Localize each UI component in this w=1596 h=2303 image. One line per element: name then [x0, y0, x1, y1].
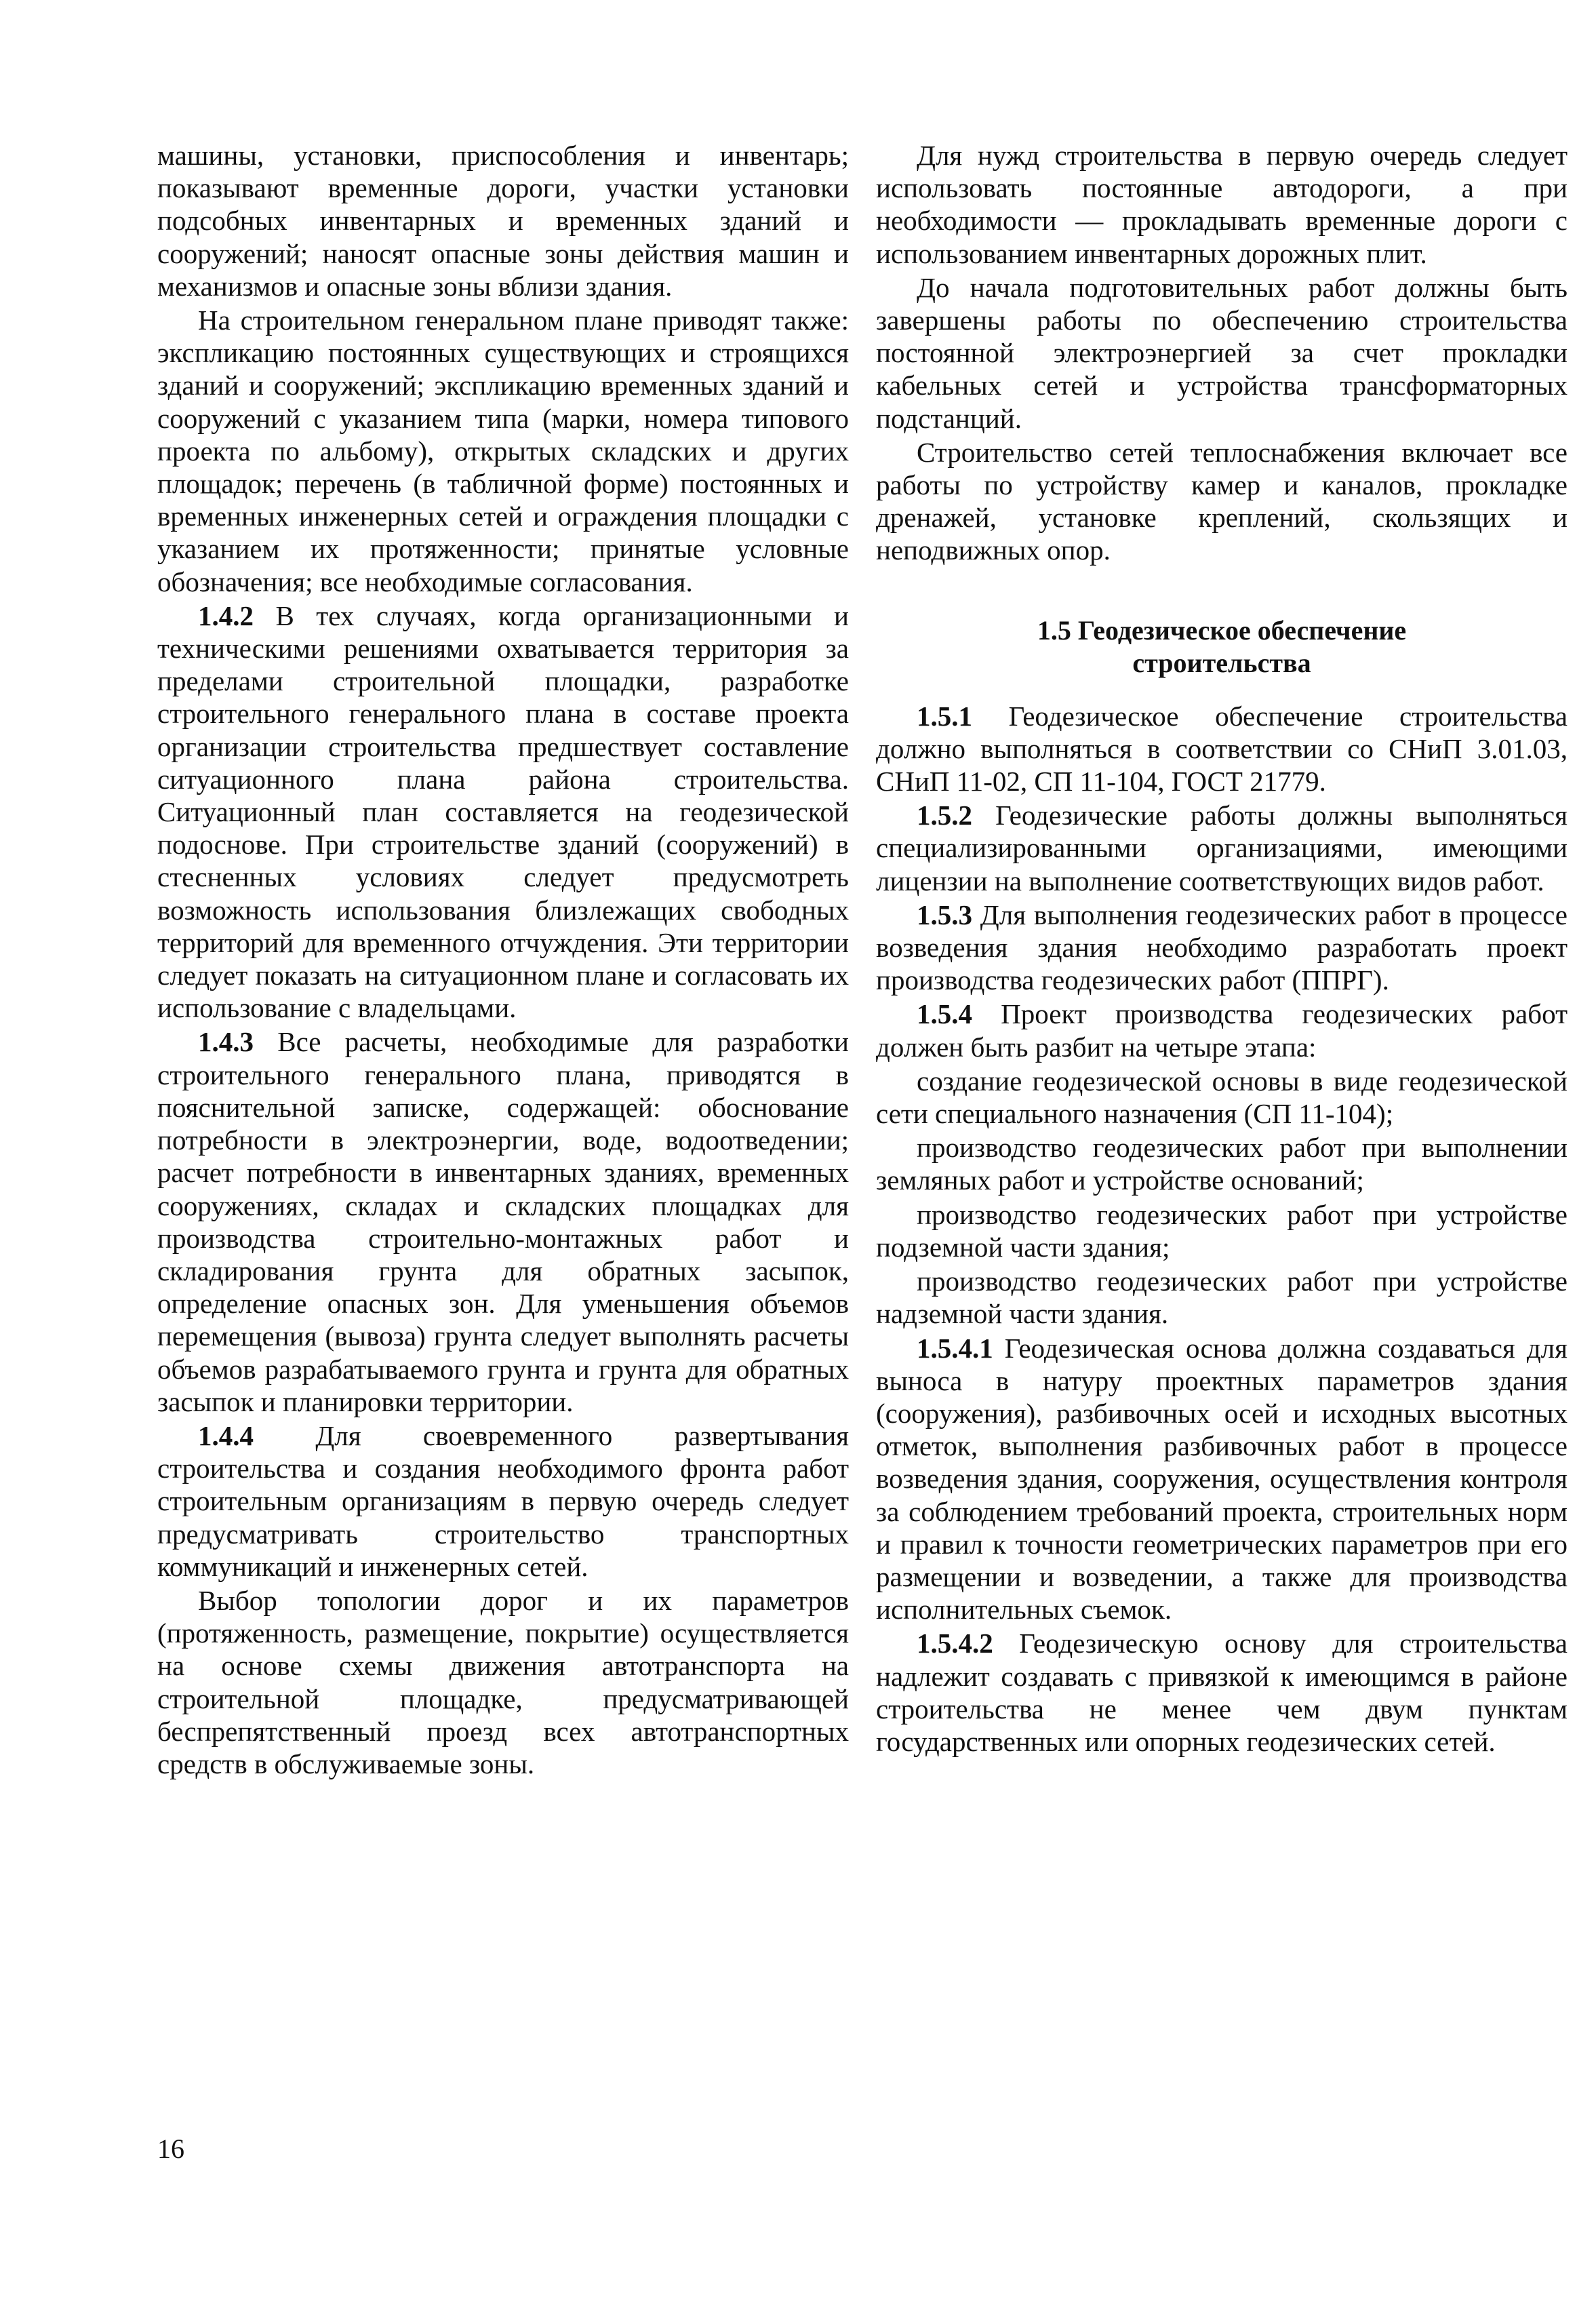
clause-1-4-2 — [157, 599, 849, 1025]
paragraph-text: Геодезическая основа должна создаваться для выноса в натуру проектных параметров здания (сооружения), разбивочных осей и исходных высотных отметок, выполнения разбивочных работ в процессе возведения здания, сооружения, осуществления контроля за соблюдением требований проекта, строительных норм и правил к точности геометрических параметров при его размещении и возведении, а также для производства исполнительных съемок. — [876, 1332, 1568, 1626]
paragraph-text: производство геодезических работ при устройстве надземной части здания. — [876, 1265, 1568, 1330]
paragraph-text: На строительном генеральном плане приводят также: экспликацию постоянных существующих и строящихся зданий и сооружений; экспликацию временных зданий и сооружений с указанием типа (марки, номера типового проекта по альбому), открытых складских и других площадок; перечень (в табличной форме) постоянных и временных инженерных сетей и ограждения площадки с указанием их протяженности; принятые условные обозначения; все необходимые согласования. — [157, 304, 849, 597]
paragraph-text: До начала подготовительных работ должны быть завершены работы по обеспечению строительства постоянной электроэнергией за счет прокладки кабельных сетей и устройства трансформаторных подстанций. — [876, 271, 1568, 434]
clause-1-5-4-1 — [876, 1332, 1568, 1626]
clause-number: 1.4.3 — [198, 1026, 254, 1058]
clause-number: 1.5.3 — [917, 899, 972, 930]
paragraph-text: Для выполнения геодезических работ в процессе возведения здания необходимо разработать проект производства геодезических работ (ППРГ). — [876, 899, 1568, 996]
paragraph — [876, 139, 1568, 270]
paragraph — [876, 436, 1568, 567]
left-column — [157, 139, 849, 1782]
section-heading-line: 1.5 Геодезическое обеспечение — [1037, 614, 1407, 646]
list-item — [876, 1265, 1568, 1330]
list-item — [876, 1065, 1568, 1130]
paragraph-text: Для своевременного развертывания строительства и создания необходимого фронта работ строительным организациям в первую очередь следует предусматривать строительство транспортных коммуникаций и инженерных сетей. — [157, 1419, 849, 1582]
paragraph-text: Геодезические работы должны выполняться специализированными организациями, имеющими лицензии на выполнение соответствующих видов работ. — [876, 800, 1568, 897]
clause-number: 1.4.2 — [198, 599, 254, 631]
clause-1-5-3 — [876, 899, 1568, 997]
clause-number: 1.5.2 — [917, 800, 972, 831]
paragraph — [157, 304, 849, 598]
paragraph-text: Для нужд строительства в первую очередь следует использовать постоянные автодороги, а при необходимости — прокладывать временные дороги с использованием инвентарных дорожных плит. — [876, 140, 1568, 269]
paragraph-text: Строительство сетей теплоснабжения включает все работы по устройству камер и каналов, прокладке дренажей, установке креплений, скользящих и неподвижных опор. — [876, 436, 1568, 566]
clause-1-5-2 — [876, 799, 1568, 897]
clause-number: 1.5.4.2 — [917, 1628, 993, 1659]
clause-1-4-4 — [157, 1419, 849, 1583]
paragraph-text: производство геодезических работ при выполнении земляных работ и устройстве оснований; — [876, 1132, 1568, 1196]
clause-1-5-1 — [876, 700, 1568, 798]
paragraph-text: машины, установки, приспособления и инвентарь; показывают временные дороги, участки установки подсобных инвентарных и временных зданий и сооружений; наносят опасные зоны действия машин и механизмов и опасные зоны вблизи здания. — [157, 140, 849, 302]
paragraph-text: Выбор топологии дорог и их параметров (протяженность, размещение, покрытие) осуществляется на основе схемы движения автотранспорта на строительной площадке, предусматривающей беспрепятственный проезд всех автотранспортных средств в обслуживаемые зоны. — [157, 1584, 849, 1779]
clause-1-5-4 — [876, 998, 1568, 1063]
clause-1-4-3 — [157, 1025, 849, 1417]
page-number: 16 — [157, 2133, 184, 2164]
clause-number: 1.4.4 — [198, 1419, 254, 1451]
paragraph — [157, 1584, 849, 1780]
paragraph-text: Проект производства геодезических работ должен быть разбит на четыре этапа: — [876, 998, 1568, 1063]
paragraph — [876, 271, 1568, 435]
section-heading-line: строительства — [1132, 647, 1311, 678]
paragraph-text: В тех случаях, когда организационными и техническими решениями охватывается территория за пределами строительной площадки, разработке строительного генерального плана в составе проекта организации строительства предшествует составление ситуационного плана района строительства. Ситуационный план составляется на геодезической подоснове. При строительстве зданий (сооружений) в стесненных условиях следует предусмотреть возможность использования близлежащих свободных территорий для временного отчуждения. Эти территории следует показать на ситуационном плане и согласовать их использование с владельцами. — [157, 599, 849, 1024]
paragraph-text: Геодезическую основу для строительства надлежит создавать с привязкой к имеющимся в районе строительства не менее чем двум пунктам государственных или опорных геодезических сетей. — [876, 1628, 1568, 1757]
paragraph-text: создание геодезической основы в виде геодезической сети специального назначения (СП 11-104); — [876, 1065, 1568, 1130]
paragraph-text: Все расчеты, необходимые для разработки строительного генерального плана, приводятся в пояснительной записке, содержащей: обоснование потребности в электроэнергии, воде, водоотведении; расчет потребности в инвентарных зданиях, временных сооружениях, складах и складских площадках для производства строительно-монтажных работ и складирования грунта для обратных засыпок, определение опасных зон. Для уменьшения объемов перемещения (вывоза) грунта следует выполнять расчеты объемов разрабатываемого грунта и грунта для обратных засыпок и планировки территории. — [157, 1026, 849, 1417]
section-heading — [876, 614, 1568, 680]
paragraph-text: Геодезическое обеспечение строительства должно выполняться в соответствии со СНиП 3.01.03, СНиП 11-02, СП 11-104, ГОСТ 21779. — [876, 700, 1568, 798]
paragraph-text: производство геодезических работ при устройстве подземной части здания; — [876, 1198, 1568, 1263]
clause-1-5-4-2 — [876, 1627, 1568, 1758]
paragraph — [157, 139, 849, 302]
clause-number: 1.5.1 — [917, 700, 972, 732]
clause-number: 1.5.4.1 — [917, 1332, 993, 1364]
list-item — [876, 1198, 1568, 1263]
clause-number: 1.5.4 — [917, 998, 972, 1030]
right-column — [876, 139, 1568, 1759]
list-item — [876, 1131, 1568, 1196]
